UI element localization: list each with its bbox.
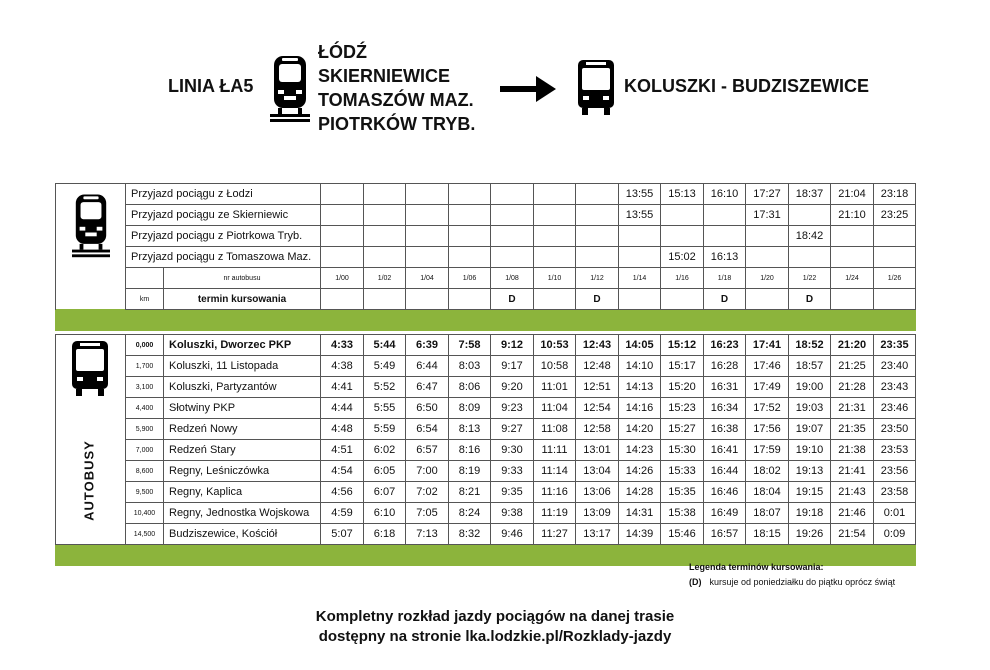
stop-row (56, 440, 916, 461)
bus-number: 1/08 (491, 268, 534, 289)
departure-time: 6:02 (364, 440, 406, 461)
stop-km: 5,900 (126, 419, 164, 440)
city-skierniewice: SKIERNIEWICE (318, 66, 451, 86)
bus-number: 1/12 (576, 268, 619, 289)
train-arrival-time (661, 205, 704, 226)
departure-time: 12:54 (576, 398, 619, 419)
train-arrival-time (534, 247, 576, 268)
departure-time: 11:14 (534, 461, 576, 482)
departure-time: 15:20 (661, 377, 704, 398)
bus-section (56, 335, 126, 545)
train-section (56, 184, 126, 310)
termin-code (364, 289, 406, 310)
train-arrival-time (491, 205, 534, 226)
termin-code (321, 289, 364, 310)
train-arrival-time (661, 226, 704, 247)
termin-code: D (704, 289, 746, 310)
train-arrival-time: 15:13 (661, 184, 704, 205)
train-arrival-time (789, 205, 831, 226)
departure-time: 9:38 (491, 503, 534, 524)
departure-time: 21:20 (831, 335, 874, 356)
stop-name: Regny, Jednostka Wojskowa (164, 503, 321, 524)
green-band (56, 310, 916, 331)
departure-time: 21:43 (831, 482, 874, 503)
stop-km: 1,700 (126, 356, 164, 377)
departure-time: 13:01 (576, 440, 619, 461)
departure-time: 16:34 (704, 398, 746, 419)
departure-time: 19:10 (789, 440, 831, 461)
departure-time: 8:13 (449, 419, 491, 440)
departure-time: 21:46 (831, 503, 874, 524)
train-arrival-time (874, 247, 916, 268)
departure-time: 6:39 (406, 335, 449, 356)
stop-km: 9,500 (126, 482, 164, 503)
departure-time: 11:27 (534, 524, 576, 545)
bus-number: 1/00 (321, 268, 364, 289)
train-arrival-time: 23:18 (874, 184, 916, 205)
departure-time: 6:18 (364, 524, 406, 545)
departure-time: 7:13 (406, 524, 449, 545)
departure-time: 15:38 (661, 503, 704, 524)
bus-number: 1/16 (661, 268, 704, 289)
departure-time: 11:01 (534, 377, 576, 398)
stop-name: Regny, Leśniczówka (164, 461, 321, 482)
stop-name: Budziszewice, Kościół (164, 524, 321, 545)
train-arrival-time (619, 247, 661, 268)
termin-code (746, 289, 789, 310)
departure-time: 21:25 (831, 356, 874, 377)
train-arrival-time (321, 226, 364, 247)
departure-time: 16:28 (704, 356, 746, 377)
legend-code: (D) (689, 577, 702, 587)
departure-time: 15:23 (661, 398, 704, 419)
departure-time: 9:46 (491, 524, 534, 545)
departure-time: 6:54 (406, 419, 449, 440)
departure-time: 21:54 (831, 524, 874, 545)
stop-row (56, 524, 916, 545)
departure-time: 8:16 (449, 440, 491, 461)
departure-time: 16:41 (704, 440, 746, 461)
departure-time: 13:17 (576, 524, 619, 545)
train-arrival-time (576, 205, 619, 226)
termin-code: D (491, 289, 534, 310)
timetable (55, 183, 916, 566)
stop-name: Koluszki, Partyzantów (164, 377, 321, 398)
city-lodz: ŁÓDŹ (318, 42, 367, 62)
bus-icon (70, 339, 110, 397)
stop-row (56, 503, 916, 524)
departure-time: 16:31 (704, 377, 746, 398)
departure-time: 11:08 (534, 419, 576, 440)
departure-time: 6:44 (406, 356, 449, 377)
departure-time: 16:49 (704, 503, 746, 524)
green-band-cell (56, 310, 916, 331)
train-arrival-time (704, 226, 746, 247)
departure-time: 11:04 (534, 398, 576, 419)
train-arrival-time (449, 226, 491, 247)
train-arrival-time: 18:37 (789, 184, 831, 205)
departure-time: 15:46 (661, 524, 704, 545)
train-arrival-time (704, 205, 746, 226)
origin-cities (318, 40, 475, 136)
departure-time: 6:50 (406, 398, 449, 419)
departure-time: 9:35 (491, 482, 534, 503)
departure-time: 14:28 (619, 482, 661, 503)
bus-number: 1/06 (449, 268, 491, 289)
train-arrival-time: 16:10 (704, 184, 746, 205)
bus-icon (576, 58, 616, 116)
footer-note (0, 607, 990, 647)
termin-code (449, 289, 491, 310)
departure-time: 15:27 (661, 419, 704, 440)
stop-km: 8,600 (126, 461, 164, 482)
termin-row (56, 289, 916, 310)
train-arrival-time (364, 247, 406, 268)
train-arrival-label: Przyjazd pociągu z Łodzi (126, 184, 321, 205)
departure-time: 8:32 (449, 524, 491, 545)
bus-number: 1/26 (874, 268, 916, 289)
train-arrival-time (321, 247, 364, 268)
train-arrival-row (56, 184, 916, 205)
train-arrival-time (576, 184, 619, 205)
train-arrival-time: 13:55 (619, 184, 661, 205)
departure-time: 11:11 (534, 440, 576, 461)
stop-km: 4,400 (126, 398, 164, 419)
bus-number: 1/22 (789, 268, 831, 289)
departure-time: 17:41 (746, 335, 789, 356)
departure-time: 5:49 (364, 356, 406, 377)
termin-code (534, 289, 576, 310)
departure-time: 23:46 (874, 398, 916, 419)
departure-time: 19:18 (789, 503, 831, 524)
train-arrival-time: 18:42 (789, 226, 831, 247)
side-label: AUTOBUSY (81, 440, 97, 521)
departure-time: 5:52 (364, 377, 406, 398)
departure-time: 19:13 (789, 461, 831, 482)
departure-time: 17:49 (746, 377, 789, 398)
train-arrival-time (449, 205, 491, 226)
stop-row (56, 335, 916, 356)
termin-code (619, 289, 661, 310)
train-arrival-time (491, 247, 534, 268)
departure-time: 8:06 (449, 377, 491, 398)
train-arrival-time (746, 226, 789, 247)
bus-number: 1/18 (704, 268, 746, 289)
departure-time: 14:10 (619, 356, 661, 377)
departure-time: 14:23 (619, 440, 661, 461)
bus-number: 1/24 (831, 268, 874, 289)
departure-time: 21:31 (831, 398, 874, 419)
departure-time: 19:15 (789, 482, 831, 503)
departure-time: 18:07 (746, 503, 789, 524)
train-arrival-time (321, 184, 364, 205)
departure-time: 9:27 (491, 419, 534, 440)
departure-time: 14:20 (619, 419, 661, 440)
termin-code (661, 289, 704, 310)
train-icon (72, 188, 110, 258)
stop-name: Koluszki, 11 Listopada (164, 356, 321, 377)
departure-time: 23:50 (874, 419, 916, 440)
departure-time: 19:03 (789, 398, 831, 419)
departure-time: 7:58 (449, 335, 491, 356)
train-arrival-time (619, 226, 661, 247)
departure-time: 5:44 (364, 335, 406, 356)
departure-time: 18:02 (746, 461, 789, 482)
departure-time: 13:06 (576, 482, 619, 503)
departure-time: 21:41 (831, 461, 874, 482)
departure-time: 9:30 (491, 440, 534, 461)
termin-code (406, 289, 449, 310)
departure-time: 14:13 (619, 377, 661, 398)
train-arrival-time (406, 184, 449, 205)
departure-time: 9:12 (491, 335, 534, 356)
departure-time: 6:10 (364, 503, 406, 524)
train-arrival-time: 17:27 (746, 184, 789, 205)
train-arrival-time (534, 226, 576, 247)
departure-time: 9:33 (491, 461, 534, 482)
termin-code (874, 289, 916, 310)
train-arrival-time (406, 205, 449, 226)
train-arrival-time: 21:10 (831, 205, 874, 226)
termin-header: termin kursowania (164, 289, 321, 310)
departure-time: 14:31 (619, 503, 661, 524)
departure-time: 19:00 (789, 377, 831, 398)
departure-time: 17:52 (746, 398, 789, 419)
empty-cell (126, 268, 164, 289)
departure-time: 11:19 (534, 503, 576, 524)
departure-time: 4:44 (321, 398, 364, 419)
departure-time: 0:01 (874, 503, 916, 524)
departure-time: 23:43 (874, 377, 916, 398)
departure-time: 15:12 (661, 335, 704, 356)
train-arrival-time: 21:04 (831, 184, 874, 205)
departure-time: 16:57 (704, 524, 746, 545)
departure-time: 6:07 (364, 482, 406, 503)
km-header: km (126, 289, 164, 310)
city-tomaszow: TOMASZÓW MAZ. (318, 90, 474, 110)
train-arrival-time: 13:55 (619, 205, 661, 226)
departure-time: 14:39 (619, 524, 661, 545)
stop-km: 7,000 (126, 440, 164, 461)
departure-time: 16:44 (704, 461, 746, 482)
departure-time: 15:35 (661, 482, 704, 503)
departure-time: 16:38 (704, 419, 746, 440)
bus-number: 1/02 (364, 268, 406, 289)
departure-time: 6:57 (406, 440, 449, 461)
departure-time: 23:58 (874, 482, 916, 503)
departure-time: 21:28 (831, 377, 874, 398)
stop-name: Redzeń Stary (164, 440, 321, 461)
departure-time: 8:24 (449, 503, 491, 524)
departure-time: 4:33 (321, 335, 364, 356)
train-arrival-time: 23:25 (874, 205, 916, 226)
departure-time: 4:51 (321, 440, 364, 461)
train-arrival-label: Przyjazd pociągu z Piotrkowa Tryb. (126, 226, 321, 247)
stop-row (56, 398, 916, 419)
departure-time: 13:04 (576, 461, 619, 482)
bus-number: 1/04 (406, 268, 449, 289)
departure-time: 7:05 (406, 503, 449, 524)
departure-time: 4:54 (321, 461, 364, 482)
stop-row (56, 377, 916, 398)
train-arrival-time: 15:02 (661, 247, 704, 268)
train-arrival-time (491, 226, 534, 247)
departure-time: 4:41 (321, 377, 364, 398)
header (0, 0, 990, 150)
departure-time: 5:07 (321, 524, 364, 545)
footer-line-2: dostępny na stronie lka.lodzkie.pl/Rozklady-jazdy (318, 628, 672, 645)
train-arrival-time (364, 226, 406, 247)
bus-number-row (56, 268, 916, 289)
departure-time: 18:57 (789, 356, 831, 377)
departure-time: 4:48 (321, 419, 364, 440)
departure-time: 9:23 (491, 398, 534, 419)
departure-time: 10:58 (534, 356, 576, 377)
bus-number: 1/20 (746, 268, 789, 289)
departure-time: 15:30 (661, 440, 704, 461)
departure-time: 23:53 (874, 440, 916, 461)
city-piotrkow: PIOTRKÓW TRYB. (318, 114, 476, 134)
departure-time: 11:16 (534, 482, 576, 503)
departure-time: 17:56 (746, 419, 789, 440)
line-name: LINIA ŁA5 (168, 76, 254, 96)
train-arrival-row (56, 205, 916, 226)
stop-km: 3,100 (126, 377, 164, 398)
train-arrival-time (406, 247, 449, 268)
destination: KOLUSZKI - BUDZISZEWICE (624, 76, 869, 96)
stop-row (56, 356, 916, 377)
train-arrival-row (56, 247, 916, 268)
departure-time: 5:59 (364, 419, 406, 440)
departure-time: 21:35 (831, 419, 874, 440)
train-arrival-time (576, 226, 619, 247)
train-arrival-time: 16:13 (704, 247, 746, 268)
bus-number-label: nr autobusu (164, 268, 321, 289)
departure-time: 10:53 (534, 335, 576, 356)
termin-code (831, 289, 874, 310)
departure-time: 23:40 (874, 356, 916, 377)
departure-time: 12:48 (576, 356, 619, 377)
departure-time: 12:51 (576, 377, 619, 398)
legend-description: kursuje od poniedziałku do piątku oprócz świąt (709, 577, 896, 587)
departure-time: 0:09 (874, 524, 916, 545)
train-arrival-time (364, 184, 406, 205)
bus-number: 1/10 (534, 268, 576, 289)
departure-time: 8:03 (449, 356, 491, 377)
departure-time: 7:02 (406, 482, 449, 503)
train-arrival-label: Przyjazd pociągu z Tomaszowa Maz. (126, 247, 321, 268)
departure-time: 7:00 (406, 461, 449, 482)
departure-time: 17:46 (746, 356, 789, 377)
termin-code: D (576, 289, 619, 310)
stop-row (56, 482, 916, 503)
departure-time: 14:05 (619, 335, 661, 356)
departure-time: 4:59 (321, 503, 364, 524)
train-arrival-time (789, 247, 831, 268)
train-arrival-time (491, 184, 534, 205)
stop-row (56, 461, 916, 482)
termin-code: D (789, 289, 831, 310)
legend-item (689, 577, 895, 587)
train-arrival-time (534, 184, 576, 205)
train-arrival-time (576, 247, 619, 268)
departure-time: 8:21 (449, 482, 491, 503)
departure-time: 6:05 (364, 461, 406, 482)
departure-time: 5:55 (364, 398, 406, 419)
departure-time: 12:58 (576, 419, 619, 440)
legend-title: Legenda terminów kursowania: (689, 562, 824, 572)
departure-time: 18:04 (746, 482, 789, 503)
departure-time: 21:38 (831, 440, 874, 461)
departure-time: 15:33 (661, 461, 704, 482)
train-arrival-time (321, 205, 364, 226)
stop-row (56, 419, 916, 440)
departure-time: 4:38 (321, 356, 364, 377)
train-arrival-time: 17:31 (746, 205, 789, 226)
departure-time: 19:26 (789, 524, 831, 545)
departure-time: 17:59 (746, 440, 789, 461)
departure-time: 23:35 (874, 335, 916, 356)
departure-time: 18:15 (746, 524, 789, 545)
stop-km: 0,000 (126, 335, 164, 356)
stop-km: 10,400 (126, 503, 164, 524)
train-arrival-time (746, 247, 789, 268)
stop-name: Regny, Kaplica (164, 482, 321, 503)
departure-time: 9:17 (491, 356, 534, 377)
departure-time: 18:52 (789, 335, 831, 356)
bus-number: 1/14 (619, 268, 661, 289)
train-arrival-time (364, 205, 406, 226)
departure-time: 9:20 (491, 377, 534, 398)
train-arrival-time (449, 184, 491, 205)
departure-time: 23:56 (874, 461, 916, 482)
stop-name: Koluszki, Dworzec PKP (164, 335, 321, 356)
train-arrival-time (831, 226, 874, 247)
departure-time: 13:09 (576, 503, 619, 524)
train-arrival-time (874, 226, 916, 247)
train-arrival-time (449, 247, 491, 268)
train-arrival-time (831, 247, 874, 268)
stop-km: 14,500 (126, 524, 164, 545)
stop-name: Słotwiny PKP (164, 398, 321, 419)
departure-time: 14:26 (619, 461, 661, 482)
departure-time: 8:09 (449, 398, 491, 419)
departure-time: 19:07 (789, 419, 831, 440)
departure-time: 15:17 (661, 356, 704, 377)
departure-time: 16:46 (704, 482, 746, 503)
train-icon (270, 50, 310, 122)
stop-name: Redzeń Nowy (164, 419, 321, 440)
arrow-right-icon (500, 74, 556, 104)
train-arrival-row (56, 226, 916, 247)
train-arrival-time (406, 226, 449, 247)
departure-time: 14:16 (619, 398, 661, 419)
departure-time: 16:23 (704, 335, 746, 356)
departure-time: 4:56 (321, 482, 364, 503)
departure-time: 6:47 (406, 377, 449, 398)
departure-time: 8:19 (449, 461, 491, 482)
footer-line-1: Kompletny rozkład jazdy pociągów na danej trasie (315, 608, 675, 625)
train-arrival-time (534, 205, 576, 226)
train-arrival-label: Przyjazd pociągu ze Skierniewic (126, 205, 321, 226)
departure-time: 12:43 (576, 335, 619, 356)
